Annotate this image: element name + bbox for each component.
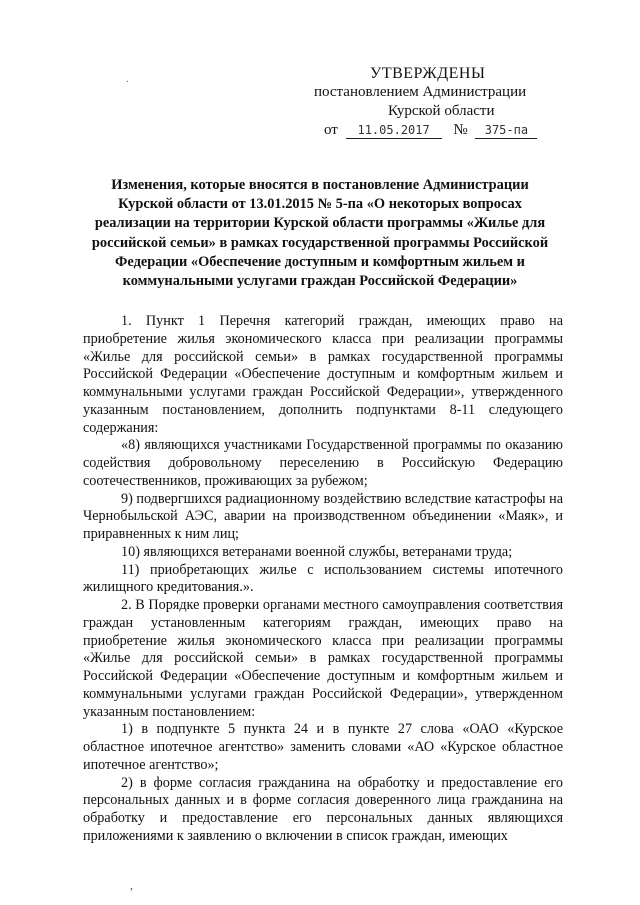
paragraph: 9) подвергшихся радиационному воздействию вследствие катастрофы на Чернобыльской АЭС, аварии на производственном объединении «Маяк», и приравненных к ним лиц; (83, 490, 563, 542)
paragraph: «8) являющихся участниками Государственной программы по оказанию содействия добровольному переселению в Российскую Федерацию соотечественников, проживающих за рубежом; (83, 437, 563, 489)
approval-date: 11.05.2017 (346, 123, 442, 139)
approval-region: Курской области (388, 103, 495, 119)
document-title: Изменения, которые вносятся в постановление Администрации Курской области от 13.01.2015 № 5-па «О некоторых вопросах реализации на территории Курской области программы «Жилье для российской семьи» в рамках государственной программы Российской Федерации «Обеспечение доступным и комфортным жильем и коммунальными услугами граждан Российской Федерации» (91, 177, 549, 290)
paragraph: 2. В Порядке проверки органами местного самоуправления соответствия граждан установленным категориям граждан, имеющих право на приобретение жилья экономического класса при реализации программы «Жилье для российской семьи» в рамках государственной программы Российской Федерации «Обеспечение доступным и комфортным жильем и коммунальными услугами граждан Российской Федерации», утвержденном указанным постановлением: (83, 597, 563, 720)
approval-authority: постановлением Администрации (314, 84, 527, 100)
paragraph: 10) являющихся ветеранами военной службы, ветеранами труда; (121, 543, 513, 560)
scan-mark: . (126, 74, 129, 85)
paragraph: 1) в подпункте 5 пункта 24 и в пункте 27 слова «ОАО «Курское областное ипотечное агентство» заменить словами «АО «Курское областное ипотечное агентство»; (83, 721, 563, 773)
paragraph: 1. Пункт 1 Перечня категорий граждан, имеющих право на приобретение жилья экономического класса при реализации программы «Жилье для российской семьи» в рамках государственной программы Российской Федерации «Обеспечение доступным и комфортным жильем и коммунальными услугами граждан Российской Федерации», утвержденного указанным постановлением, дополнить подпунктами 8-11 следующего содержания: (83, 313, 563, 436)
scan-mark: , (130, 878, 133, 892)
approval-date-line (324, 121, 562, 140)
approval-from-label: от (324, 122, 338, 138)
paragraph: 2) в форме согласия гражданина на обработку и предоставление его персональных данных и в форме согласия доверенного лица гражданина на обработку и предоставление его персональных данных являющихся приложениями к заявлению о включении в список граждан, имеющих (83, 774, 563, 844)
document-body (83, 313, 563, 846)
approval-stamp (312, 64, 562, 140)
approval-number-label: № (453, 122, 468, 138)
approval-number: 375-па (475, 123, 537, 139)
paragraph: 11) приобретающих жилье с использованием системы ипотечного жилищного кредитования.». (83, 561, 563, 596)
approval-heading: УТВЕРЖДЕНЫ (370, 65, 486, 82)
